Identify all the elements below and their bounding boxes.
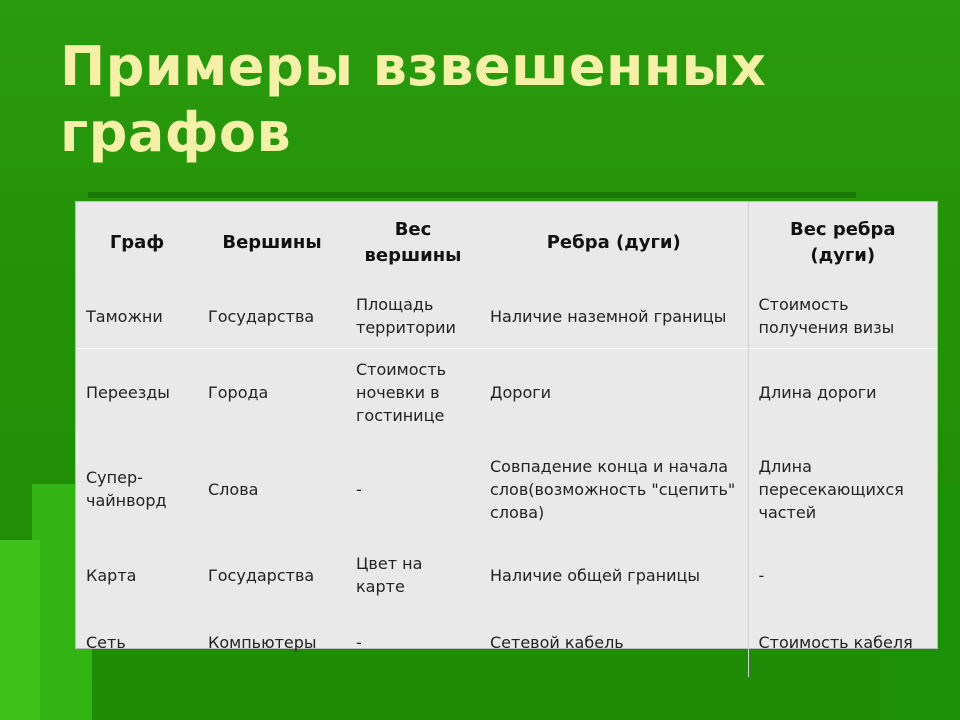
- decorative-panel-left-outer: [0, 540, 40, 720]
- cell-vertices: Компьютеры: [208, 632, 317, 652]
- cell-graph: Таможни: [86, 306, 163, 326]
- decorative-bar-top: [88, 192, 856, 198]
- cell-vertex-weight: -: [356, 479, 362, 499]
- cell-edges: Сетевой кабель: [480, 607, 748, 677]
- header-graph: Граф: [109, 232, 165, 253]
- table-header-row: [76, 202, 937, 284]
- header-edges: Ребра (дуги): [480, 202, 748, 284]
- cell-graph: Супер-чайнворд: [86, 468, 167, 510]
- cell-vertex-weight: Цвет на карте: [356, 554, 423, 596]
- cell-edge-weight: Длина пересекающихся частей: [758, 456, 904, 522]
- header-edge-weight: Вес ребра (дуги): [789, 219, 896, 266]
- table: [76, 202, 937, 677]
- table-row: [76, 607, 937, 677]
- header-vertices: Вершины: [222, 232, 322, 253]
- cell-edge-weight: Стоимость получения визы: [758, 295, 895, 337]
- cell-vertex-weight: Площадь территории: [356, 295, 456, 337]
- slide-title: Примеры взвешенных графов: [60, 35, 767, 164]
- header-vertex-weight: Вес вершины: [364, 219, 462, 266]
- cell-edge-weight: Длина дороги: [748, 349, 937, 436]
- table-row: [76, 435, 937, 543]
- cell-edges: Наличие наземной границы: [480, 284, 748, 349]
- cell-edges: Совпадение конца и начала слов(возможность "сцепить" слова): [480, 435, 748, 543]
- cell-vertex-weight: -: [356, 632, 362, 652]
- cell-vertices: Слова: [208, 479, 259, 499]
- cell-vertices: Государства: [208, 306, 315, 326]
- cell-edge-weight: -: [758, 565, 765, 585]
- table-row: [76, 349, 937, 436]
- cell-vertices: Города: [198, 349, 346, 436]
- cell-graph: Карта: [86, 565, 137, 585]
- table-row: [76, 284, 937, 349]
- cell-graph: Переезды: [76, 349, 198, 436]
- cell-graph: Сеть: [86, 632, 126, 652]
- cell-edge-weight: Стоимость кабеля: [758, 632, 913, 652]
- cell-vertex-weight: Стоимость ночевки в гостинице: [346, 349, 480, 436]
- table-row: [76, 543, 937, 607]
- cell-edges: Наличие общей границы: [480, 543, 748, 607]
- cell-vertices: Государства: [208, 565, 315, 585]
- cell-edges: Дороги: [480, 349, 748, 436]
- weighted-graphs-table: [75, 201, 938, 652]
